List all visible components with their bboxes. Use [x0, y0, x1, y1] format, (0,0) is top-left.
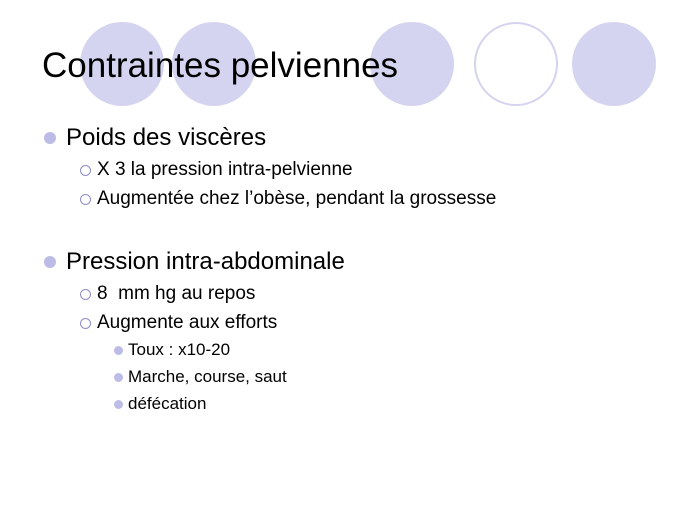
bullet-dot-icon [114, 373, 123, 382]
sub-bullet-item [80, 282, 255, 306]
bullet-text: Pression intra-abdominale [66, 248, 345, 275]
sub-sub-bullet-text: Marche, course, saut [128, 367, 287, 386]
bullet-dot-icon [114, 346, 123, 355]
sub-bullet-text: Augmentée chez l’obèse, pendant la grossesse [97, 188, 497, 209]
bullet-dot-icon [44, 132, 56, 144]
bullet-ring-icon [80, 318, 91, 329]
decor-circle-4 [474, 22, 558, 106]
decor-circle-5 [572, 22, 656, 106]
sub-sub-bullet-item [114, 366, 287, 388]
bullet-item [44, 123, 266, 153]
bullet-dot-icon [44, 256, 56, 268]
sub-sub-bullet-text: défécation [128, 394, 207, 413]
sub-sub-bullet-item [114, 393, 206, 415]
bullet-ring-icon [80, 165, 91, 176]
sub-bullet-text: Augmente aux efforts [97, 312, 278, 333]
bullet-dot-icon [114, 400, 123, 409]
bullet-ring-icon [80, 289, 91, 300]
sub-bullet-item [80, 187, 496, 211]
bullet-text: Poids des viscères [66, 124, 267, 151]
sub-bullet-text: 8 mm hg au repos [97, 283, 256, 304]
bullet-ring-icon [80, 194, 91, 205]
bullet-item [44, 247, 345, 277]
sub-sub-bullet-text: Toux : x10-20 [128, 340, 231, 359]
sub-bullet-item [80, 311, 277, 335]
sub-bullet-text: X 3 la pression intra-pelvienne [97, 159, 353, 180]
sub-bullet-item [80, 158, 353, 182]
sub-sub-bullet-item [114, 339, 230, 361]
slide-title: Contraintes pelviennes [42, 46, 399, 85]
